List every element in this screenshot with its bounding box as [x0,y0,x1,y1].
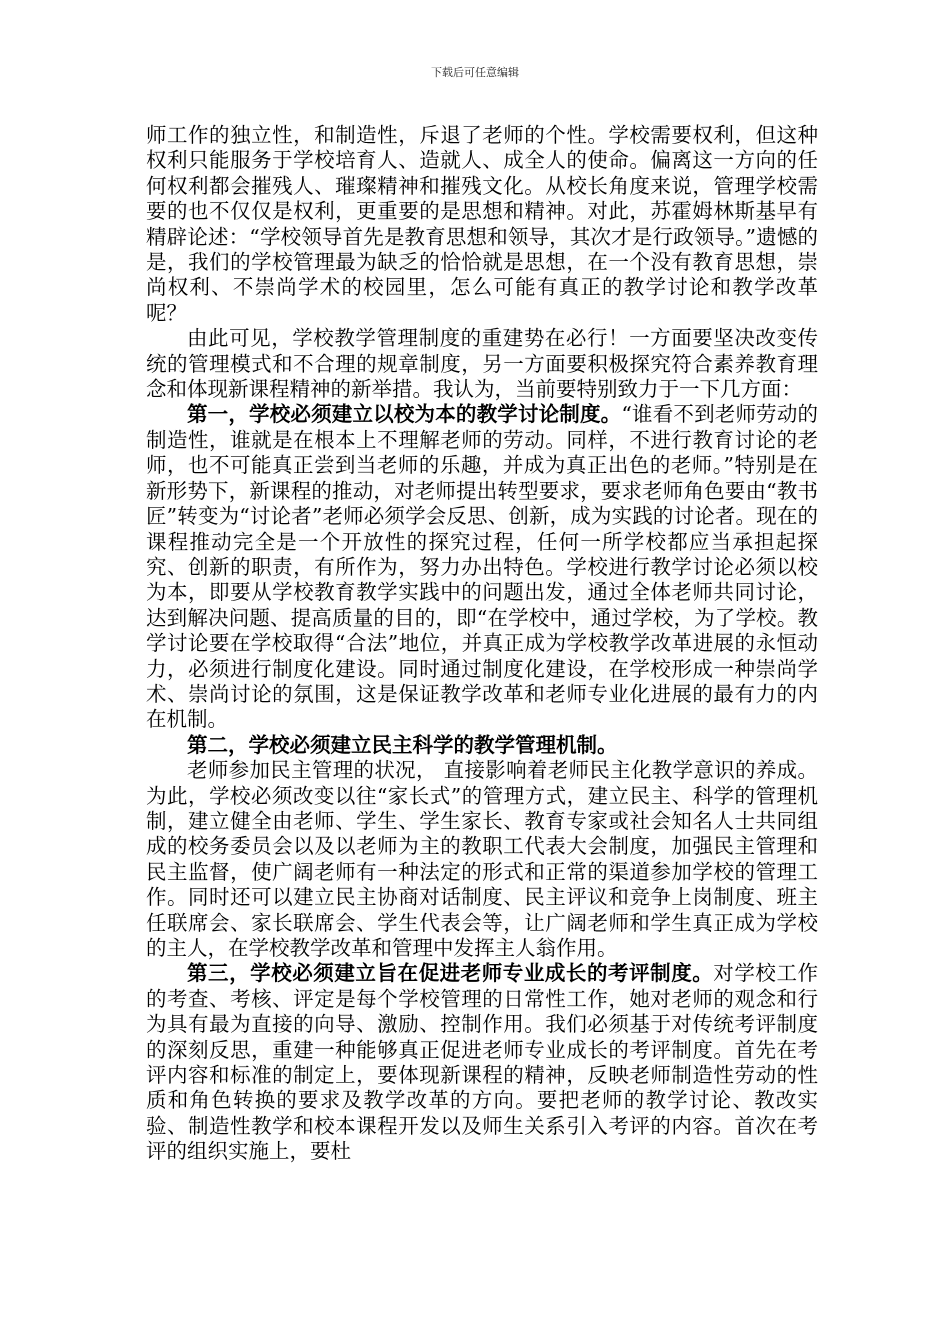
paragraph-2-text: 由此可见，学校教学管理制度的重建势在必行！一方面要坚决改变传统的管理模式和不合理的规章制度，另一方面要积极探究符合素养教育理念和体现新课程精神的新举措。我认为，当前要特别致力于一下几方面： [146,326,818,402]
paragraph-4-heading: 第二，学校必须建立民主科学的教学管理机制。 [187,732,618,757]
paragraph-5-text: 老师参加民主管理的状况， 直接影响着老师民主化教学意识的养成。为此，学校必须改变以往“家长式”的管理方式，建立民主、科学的管理机制，建立健全由老师、学生、学生家长、教育专家或社会知名人士共同组成的校务委员会以及以老师为主的教职工代表大会制度，加强民主管理和民主监督，使广阔老师有一种法定的形式和正常的渠道参加学校的管理工作。同时还可以建立民主协商对话制度、民主评议和竞争上岗制度、班主任联席会、家长联席会、学生代表会等，让广阔老师和学生真正成为学校的主人，在学校教学改革和管理中发挥主人翁作用。 [146,758,818,960]
paragraph-6-heading: 第三，学校必须建立旨在促进老师专业成长的考评制度。 [187,961,714,986]
page-header: 下载后可任意编辑 [431,66,519,79]
paragraph-3-heading: 第一，学校必须建立以校为本的教学讨论制度。 [187,402,622,427]
paragraph-1-text: 师工作的独立性，和制造性，斥退了老师的个性。学校需要权利，但这种权利只能服务于学校培育人、造就人、成全人的使命。偏离这一方向的任何权利都会摧残人、璀璨精神和摧残文化。从校长角度来说，管理学校需要的也不仅仅是权利，更重要的是思想和精神。对此，苏霍姆林斯基早有精辟论述：“学校领导首先是教育思想和领导，其次才是行政领导。”遗憾的是，我们的学校管理最为缺乏的恰恰就是思想，在一个没有教育思想，崇尚权利、不崇尚学术的校园里，怎么可能有真正的教学讨论和教学改革呢？ [146,123,818,325]
paragraph-3 [146,402,818,732]
paragraph-1 [146,123,818,326]
paragraph-6-text: 对学校工作的考查、考核、评定是每个学校管理的日常性工作，她对老师的观念和行为具有最为直接的向导、激励、控制作用。我们必须基于对传统考评制度的深刻反思，重建一种能够真正促进老师专业成长的考评制度。首先在考评内容和标准的制定上，要体现新课程的精神，反映老师制造性劳动的性质和角色转换的要求及教学改革的方向。要把老师的教学讨论、教改实验、制造性教学和校本课程开发以及师生关系引入考评的内容。首次在考评的组织实施上，要杜 [146,961,819,1164]
paragraph-5 [146,758,818,961]
document-body [146,123,818,1165]
paragraph-3-text: “谁看不到老师劳动的制造性，谁就是在根本上不理解老师的劳动。同样，不进行教育讨论的老师，也不可能真正尝到当老师的乐趣，并成为真正出色的老师。”特别是在新形势下，新课程的推动，对老师提出转型要求，要求老师角色要由“教书匠”转变为“讨论者”老师必须学会反思、创新，成为实践的讨论者。现在的课程推动完全是一个开放性的探究过程，任何一所学校都应当承担起探究、创新的职责，有所作为，努力办出特色。学校进行教学讨论必须以校为本，即要从学校教育教学实践中的问题出发，通过全体老师共同讨论，达到解决问题、提高质量的目的，即“在学校中，通过学校，为了学校。教学讨论要在学校取得“合法”地位，并真正成为学校教学改革进展的永恒动力，必须进行制度化建设。同时通过制度化建设，在学校形成一种崇尚学术、崇尚讨论的氛围，这是保证教学改革和老师专业化进展的最有力的内在机制。 [146,402,819,732]
paragraph-6 [146,961,818,1164]
paragraph-2 [146,326,818,402]
paragraph-4 [146,733,818,758]
